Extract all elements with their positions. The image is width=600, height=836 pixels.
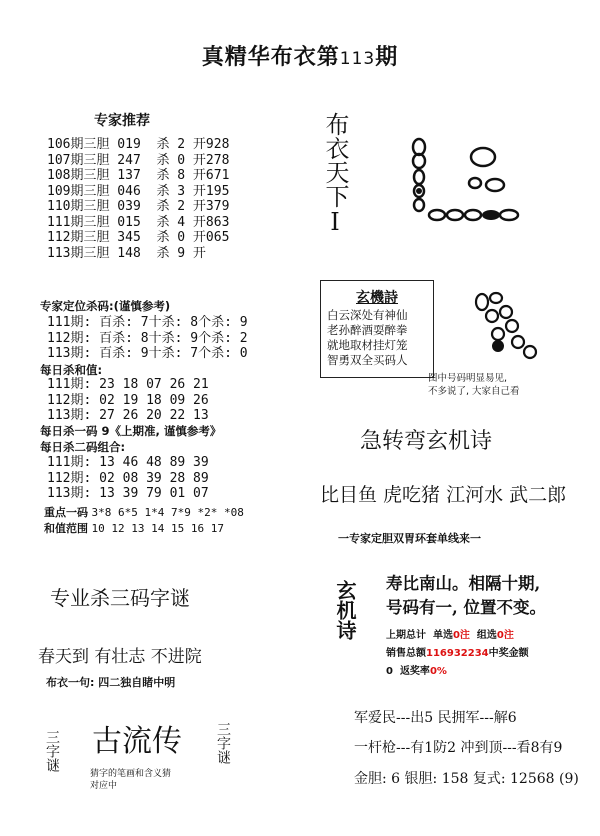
sum-range-value: 10 12 13 14 15 16 17 [91,522,224,535]
kill-two-row: 113期: 13 39 79 01 07 [47,486,209,501]
guliu-center: 古流传 [92,724,182,759]
kill-one-heading: 每日杀一码 9《上期准, 谨慎参考》 [40,424,222,438]
guliu-caption2: 对应中 [90,781,118,791]
image-note-line2: 不多说了, 大家自己看 [428,386,520,397]
expert-row: 110期三胆 039 杀 2 开379 [47,199,230,214]
kill-sum-row: 112期: 02 19 18 09 26 [47,392,209,408]
expert-heading: 专家推荐 [94,113,150,129]
hint-line2: 一杆枪---有1防2 冲到顶---看8有9 [354,740,563,756]
stats-line3 [386,662,447,677]
longevity-line1: 寿比南山。相隔十期, [386,574,541,593]
return-rate: 0% [429,666,447,677]
xuanji-vertical: 玄机诗 [333,580,357,640]
key-code-label: 重点一码 [44,506,88,519]
poem-line: 白云深处有神仙 [327,308,408,322]
sum-range-label: 和值范围 [44,522,88,535]
poem-line: 老孙醉酒耍醉拳 [327,323,408,337]
kill-sum-heading: 每日杀和值: [40,363,103,377]
hint-line1: 军爱民---出5 民拥军---解6 [354,710,517,726]
title-suffix: 期 [375,45,399,70]
prize-label: 中奖金额 [488,648,529,659]
kill-two-heading: 每日杀二码组合: [40,440,126,454]
title-main: 真精华布衣第 [201,45,340,70]
kill-sum-row: 111期: 23 18 07 26 21 [47,377,209,392]
prev-total-label: 上期总计 [386,630,426,641]
expert-row: 106期三胆 019 杀 2 开928 [47,137,230,152]
kill-position-row: 111期: 百杀: 7十杀: 8个杀: 9 [47,315,248,330]
kill-position-row: 112期: 百杀: 8十杀: 9个杀: 2 [47,330,248,346]
kill-position-heading: 专家定位杀码:(谨慎参考) [40,299,171,313]
pearls-image-1 [405,135,535,230]
kill-two-list [47,455,209,502]
guliu-left: 三字谜 [44,730,60,772]
poem-line: 就地取材挂灯笼 [327,338,408,352]
key-code-line [44,504,244,520]
stats-line2 [386,644,529,659]
expert-row: 111期三胆 015 杀 4 开863 [47,214,230,230]
page-title [0,40,600,71]
spring-riddle: 春天到 有壮志 不进院 [38,647,202,667]
xuanji-poem-box [320,280,434,378]
expert-row: 113期三胆 148 杀 9 开 [47,245,206,261]
single-value: 0注 [452,630,470,641]
sales-label: 销售总额 [386,648,426,659]
expert-row: 108期三胆 137 杀 8 开671 [47,168,230,183]
image-note-line1: 图中号码明显易见, [428,373,508,384]
xuanji-poem-lines [321,308,433,368]
guliu-right: 三字谜 [215,722,231,764]
group-value: 0注 [496,630,514,641]
return-value: 0 [386,666,393,677]
xuanji-poem-heading: 玄機詩 [356,290,398,306]
kill-two-row: 111期: 13 46 48 89 39 [47,455,209,470]
kill-two-row: 112期: 02 08 39 28 89 [47,470,209,486]
kill-sum-row: 113期: 27 26 20 22 13 [47,408,209,423]
poem-line: 智勇双全买码人 [327,353,408,367]
kill-position-row: 113期: 百杀: 9十杀: 7个杀: 0 [47,346,248,361]
sales-value: 116932234 [426,648,489,659]
expert-row: 109期三胆 046 杀 3 开195 [47,183,230,199]
longevity-line2: 号码有一, 位置不变。 [386,598,546,617]
kill-sum-list [47,377,209,424]
buyi-tianxia: 布衣天下I [321,112,349,236]
expert-list [47,137,229,261]
buyi-line: 布衣一句: 四二独自睹中明 [46,676,176,689]
guliu-caption1: 猜字的笔画和含义猜 [90,769,172,779]
return-label: 返奖率 [399,666,430,677]
urgent-poem-heading: 急转弯玄机诗 [360,429,493,454]
kill-position-list [47,315,248,362]
sum-range-line [44,520,224,536]
expert-row: 107期三胆 247 杀 0 开278 [47,152,230,168]
single-line-heading: 一专家定胆双胃环套单线来一 [338,532,481,545]
expert-row: 112期三胆 345 杀 0 开065 [47,230,230,245]
hint-line3: 金胆: 6 银胆: 158 复式: 12568 (9) [354,771,579,787]
stats-line1 [386,626,514,641]
pearls-image-2 [470,290,540,362]
phrases-line: 比目鱼 虎吃猪 江河水 武二郎 [320,484,567,506]
group-label: 组选 [476,630,497,641]
title-issue: 113 [339,49,376,69]
riddle-heading: 专业杀三码字谜 [50,586,190,610]
single-label: 单选 [432,630,453,641]
key-code-value: 3*8 6*5 1*4 7*9 *2* *08 [91,506,244,519]
